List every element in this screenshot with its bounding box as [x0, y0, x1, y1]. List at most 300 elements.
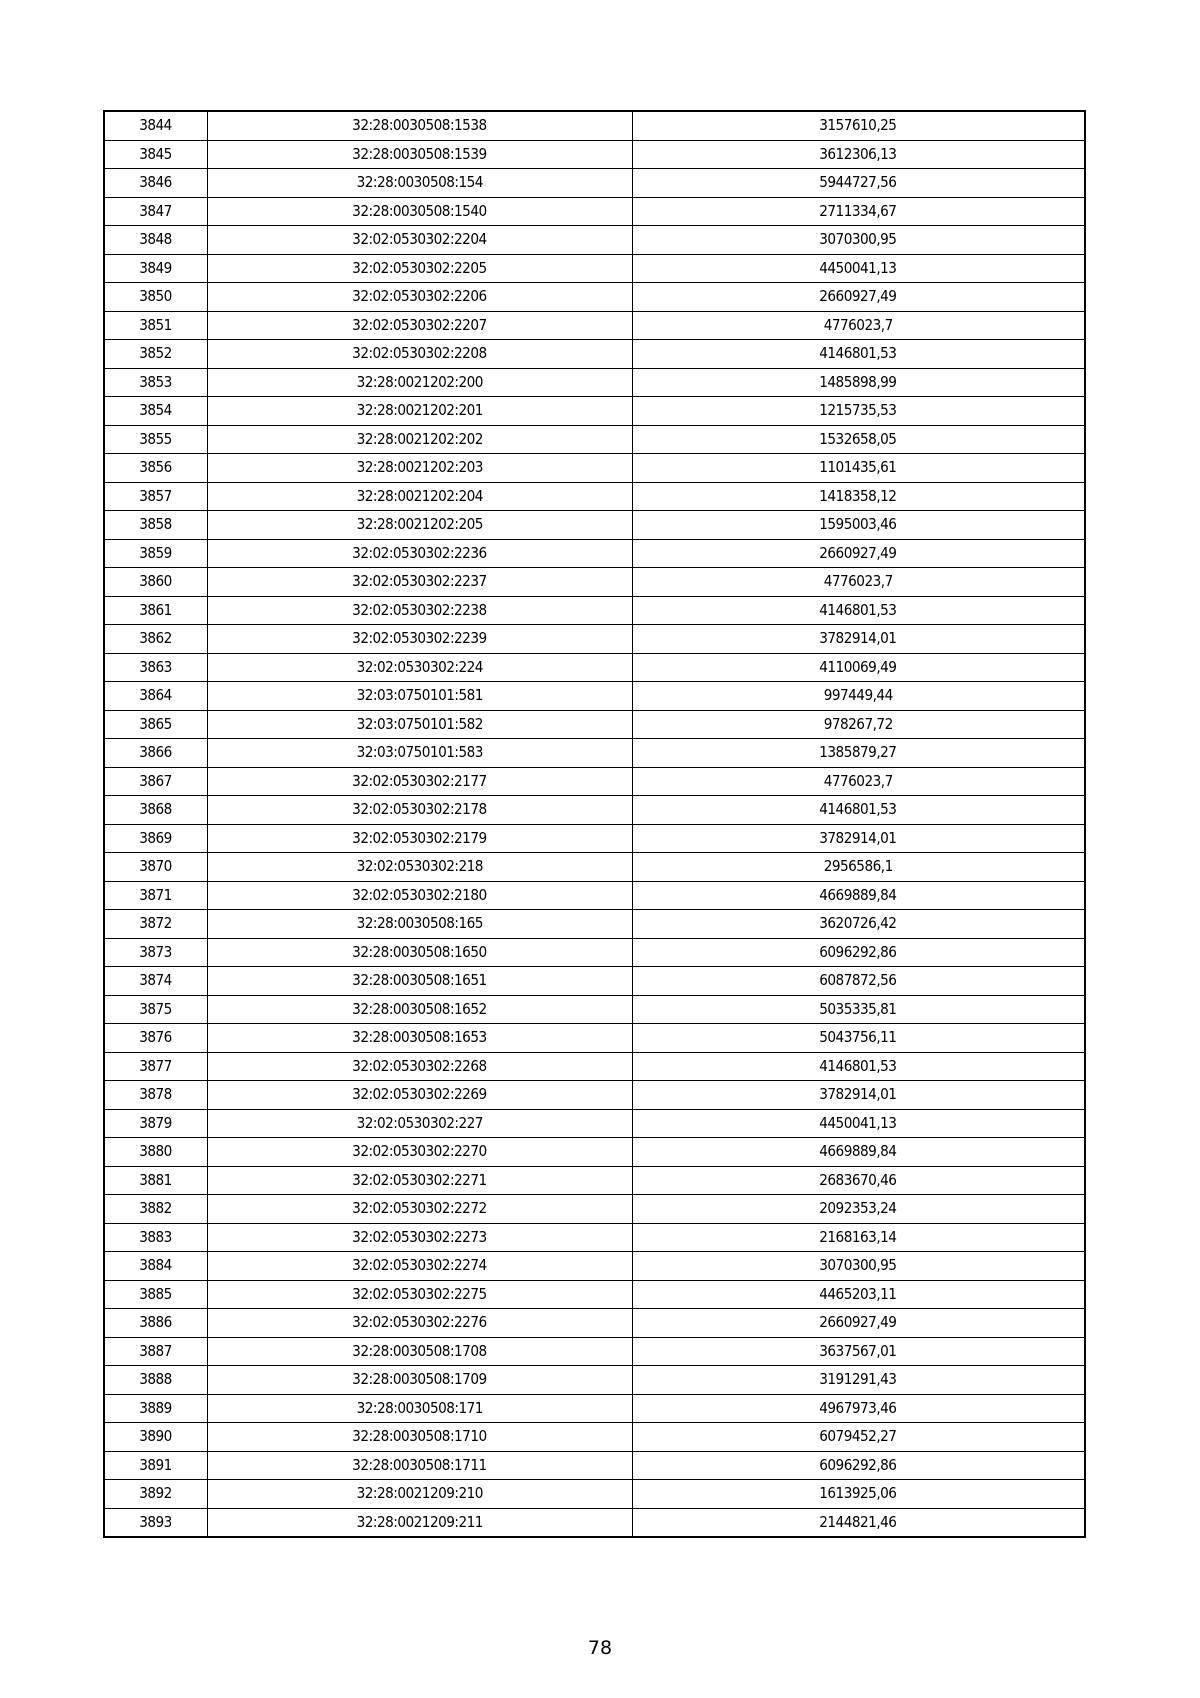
row-number-text: 3875: [139, 999, 173, 1018]
value-text: 1485898,99: [819, 372, 897, 391]
value-cell: [632, 368, 1085, 397]
value-text: 2144821,46: [819, 1512, 897, 1531]
value-cell: [632, 454, 1085, 483]
value-cell: [632, 1052, 1085, 1081]
cadastral-number-cell: [207, 1280, 632, 1309]
row-number-text: 3871: [139, 885, 173, 904]
row-number-text: 3850: [139, 287, 173, 305]
value-cell: [632, 1309, 1085, 1338]
cadastral-number-cell: [207, 226, 632, 255]
row-number-cell: [104, 1166, 207, 1195]
cadastral-number-cell: [207, 397, 632, 426]
table-row: [104, 995, 1085, 1024]
value-text: 3070300,95: [819, 230, 897, 248]
table-row: [104, 397, 1085, 426]
value-text: 4146801,53: [819, 600, 897, 619]
row-number-text: 3862: [139, 629, 173, 647]
cadastral-number-text: 32:02:0530302:2207: [352, 315, 487, 334]
row-number-text: 3870: [139, 857, 173, 875]
row-number-cell: [104, 1052, 207, 1081]
row-number-cell: [104, 596, 207, 625]
cadastral-number-text: 32:28:0030508:1540: [352, 201, 487, 220]
table-row: [104, 938, 1085, 967]
row-number-cell: [104, 995, 207, 1024]
value-cell: [632, 1280, 1085, 1309]
cadastral-number-cell: [207, 511, 632, 540]
value-cell: [632, 625, 1085, 654]
cadastral-number-cell: [207, 140, 632, 169]
row-number-text: 3860: [139, 572, 173, 590]
cadastral-number-text: 32:02:0530302:2272: [352, 1199, 487, 1217]
value-text: 4465203,11: [819, 1284, 897, 1303]
cadastral-number-text: 32:02:0530302:227: [356, 1113, 483, 1132]
cadastral-number-text: 32:02:0530302:2205: [352, 258, 487, 277]
cadastral-number-cell: [207, 1138, 632, 1167]
row-number-text: 3858: [139, 515, 173, 533]
value-text: 2660927,49: [819, 1313, 897, 1331]
table-row: [104, 1223, 1085, 1252]
row-number-text: 3893: [139, 1512, 173, 1531]
value-text: 4669889,84: [819, 1142, 897, 1160]
value-text: 2660927,49: [819, 287, 897, 305]
value-cell: [632, 539, 1085, 568]
table-row: [104, 140, 1085, 169]
value-text: 3782914,01: [819, 1085, 897, 1103]
value-cell: [632, 995, 1085, 1024]
row-number-cell: [104, 482, 207, 511]
cadastral-number-text: 32:28:0021209:210: [356, 1484, 483, 1502]
table-row: [104, 1480, 1085, 1509]
row-number-text: 3848: [139, 230, 173, 248]
value-cell: [632, 653, 1085, 682]
table-row: [104, 340, 1085, 369]
value-cell: [632, 1024, 1085, 1053]
cadastral-number-text: 32:28:0030508:1710: [352, 1427, 487, 1445]
row-number-text: 3865: [139, 714, 173, 733]
value-text: 4776023,7: [823, 771, 893, 790]
value-text: 2711334,67: [819, 201, 897, 220]
row-number-text: 3852: [139, 344, 173, 362]
table-row: [104, 197, 1085, 226]
table-row: [104, 596, 1085, 625]
table-row: [104, 425, 1085, 454]
cadastral-number-cell: [207, 1223, 632, 1252]
value-cell: [632, 796, 1085, 825]
table-row: [104, 710, 1085, 739]
value-cell: [632, 853, 1085, 882]
row-number-text: 3857: [139, 486, 173, 505]
cadastral-number-text: 32:28:0030508:171: [356, 1398, 483, 1417]
cadastral-number-text: 32:02:0530302:2269: [352, 1085, 487, 1103]
row-number-cell: [104, 682, 207, 711]
row-number-text: 3889: [139, 1398, 173, 1417]
row-number-cell: [104, 1451, 207, 1480]
value-cell: [632, 1366, 1085, 1395]
row-number-cell: [104, 881, 207, 910]
row-number-cell: [104, 226, 207, 255]
row-number-text: 3847: [139, 201, 173, 220]
value-cell: [632, 1166, 1085, 1195]
row-number-cell: [104, 824, 207, 853]
value-cell: [632, 1223, 1085, 1252]
row-number-text: 3866: [139, 743, 173, 761]
cadastral-number-cell: [207, 1480, 632, 1509]
cadastral-number-cell: [207, 425, 632, 454]
cadastral-number-text: 32:02:0530302:224: [356, 657, 483, 676]
cadastral-number-text: 32:28:0030508:1651: [352, 971, 487, 989]
row-number-cell: [104, 853, 207, 882]
cadastral-number-cell: [207, 1081, 632, 1110]
cadastral-number-text: 32:02:0530302:218: [356, 857, 483, 875]
value-text: 3191291,43: [819, 1370, 897, 1388]
value-cell: [632, 938, 1085, 967]
value-cell: [632, 910, 1085, 939]
value-text: 1613925,06: [819, 1484, 897, 1502]
row-number-cell: [104, 1024, 207, 1053]
value-cell: [632, 824, 1085, 853]
row-number-text: 3864: [139, 686, 173, 704]
value-text: 4776023,7: [823, 315, 893, 334]
cadastral-number-cell: [207, 283, 632, 312]
row-number-text: 3888: [139, 1370, 173, 1388]
cadastral-number-text: 32:02:0530302:2275: [352, 1284, 487, 1303]
row-number-cell: [104, 1508, 207, 1537]
table-row: [104, 1252, 1085, 1281]
row-number-cell: [104, 340, 207, 369]
cadastral-number-cell: [207, 1423, 632, 1452]
cadastral-number-cell: [207, 653, 632, 682]
table-row: [104, 226, 1085, 255]
row-number-text: 3883: [139, 1227, 173, 1246]
cadastral-number-cell: [207, 1052, 632, 1081]
value-cell: [632, 1451, 1085, 1480]
value-cell: [632, 397, 1085, 426]
row-number-text: 3881: [139, 1170, 173, 1189]
row-number-text: 3851: [139, 315, 173, 334]
value-cell: [632, 311, 1085, 340]
cadastral-number-text: 32:02:0530302:2239: [352, 629, 487, 647]
value-text: 1595003,46: [819, 515, 897, 533]
value-cell: [632, 682, 1085, 711]
value-text: 3782914,01: [819, 629, 897, 647]
row-number-cell: [104, 1109, 207, 1138]
table-row: [104, 1081, 1085, 1110]
value-text: 3070300,95: [819, 1256, 897, 1274]
row-number-cell: [104, 710, 207, 739]
cadastral-number-text: 32:02:0530302:2274: [352, 1256, 487, 1274]
row-number-cell: [104, 397, 207, 426]
row-number-text: 3891: [139, 1455, 173, 1474]
value-text: 4669889,84: [819, 885, 897, 904]
cadastral-number-cell: [207, 340, 632, 369]
table-row: [104, 111, 1085, 140]
value-cell: [632, 1337, 1085, 1366]
value-text: 6096292,86: [819, 942, 897, 961]
cadastral-number-text: 32:03:0750101:582: [356, 714, 483, 733]
cadastral-number-cell: [207, 596, 632, 625]
row-number-cell: [104, 368, 207, 397]
row-number-cell: [104, 1394, 207, 1423]
row-number-text: 3869: [139, 828, 173, 847]
value-cell: [632, 710, 1085, 739]
table-row: [104, 1366, 1085, 1395]
cadastral-number-text: 32:28:0021202:203: [356, 458, 483, 476]
cadastral-number-text: 32:02:0530302:2177: [352, 771, 487, 790]
cadastral-number-text: 32:28:0021202:205: [356, 515, 483, 533]
row-number-text: 3856: [139, 458, 173, 476]
cadastral-number-cell: [207, 311, 632, 340]
cadastral-number-text: 32:28:0030508:154: [356, 173, 483, 191]
row-number-cell: [104, 511, 207, 540]
cadastral-number-text: 32:02:0530302:2178: [352, 800, 487, 818]
table-row: [104, 254, 1085, 283]
value-cell: [632, 111, 1085, 140]
value-cell: [632, 283, 1085, 312]
table-row: [104, 1508, 1085, 1537]
cadastral-number-cell: [207, 1252, 632, 1281]
cadastral-number-text: 32:02:0530302:2268: [352, 1056, 487, 1075]
table-row: [104, 1451, 1085, 1480]
value-cell: [632, 596, 1085, 625]
page-number: 78: [587, 1637, 613, 1659]
cadastral-number-cell: [207, 710, 632, 739]
row-number-text: 3853: [139, 372, 173, 391]
table-row: [104, 853, 1085, 882]
value-text: 4146801,53: [819, 344, 897, 362]
row-number-cell: [104, 938, 207, 967]
row-number-cell: [104, 311, 207, 340]
cadastral-number-text: 32:28:0030508:1653: [352, 1028, 487, 1046]
table-row: [104, 568, 1085, 597]
row-number-cell: [104, 625, 207, 654]
table-row: [104, 767, 1085, 796]
cadastral-number-cell: [207, 197, 632, 226]
cadastral-number-text: 32:28:0030508:1709: [352, 1370, 487, 1388]
value-cell: [632, 1109, 1085, 1138]
table-row: [104, 653, 1085, 682]
value-cell: [632, 1423, 1085, 1452]
value-text: 3637567,01: [819, 1341, 897, 1360]
value-text: 4450041,13: [819, 258, 897, 277]
table-row: [104, 881, 1085, 910]
table-row: [104, 824, 1085, 853]
cadastral-number-cell: [207, 767, 632, 796]
cadastral-number-text: 32:28:0030508:1539: [352, 144, 487, 163]
cadastral-number-cell: [207, 254, 632, 283]
cadastral-number-cell: [207, 938, 632, 967]
cadastral-number-text: 32:02:0530302:2236: [352, 543, 487, 562]
row-number-cell: [104, 1280, 207, 1309]
value-cell: [632, 1394, 1085, 1423]
table-row: [104, 311, 1085, 340]
row-number-text: 3855: [139, 429, 173, 448]
value-text: 4146801,53: [819, 1056, 897, 1075]
table-row: [104, 796, 1085, 825]
data-table: [103, 110, 1086, 1538]
row-number-text: 3874: [139, 971, 173, 989]
value-text: 997449,44: [823, 686, 893, 704]
cadastral-number-cell: [207, 1109, 632, 1138]
value-cell: [632, 340, 1085, 369]
value-text: 2168163,14: [819, 1227, 897, 1246]
row-number-cell: [104, 425, 207, 454]
value-text: 6096292,86: [819, 1455, 897, 1474]
cadastral-number-text: 32:28:0030508:1711: [352, 1455, 487, 1474]
cadastral-number-text: 32:02:0530302:2208: [352, 344, 487, 362]
cadastral-number-cell: [207, 1508, 632, 1537]
row-number-cell: [104, 910, 207, 939]
row-number-cell: [104, 767, 207, 796]
row-number-text: 3887: [139, 1341, 173, 1360]
cadastral-number-text: 32:28:0030508:165: [356, 914, 483, 932]
cadastral-number-cell: [207, 625, 632, 654]
value-cell: [632, 1252, 1085, 1281]
row-number-text: 3879: [139, 1113, 173, 1132]
value-text: 3782914,01: [819, 828, 897, 847]
row-number-text: 3861: [139, 600, 173, 619]
row-number-cell: [104, 1366, 207, 1395]
cadastral-number-cell: [207, 881, 632, 910]
row-number-cell: [104, 169, 207, 198]
value-cell: [632, 226, 1085, 255]
cadastral-number-text: 32:03:0750101:583: [356, 743, 483, 761]
cadastral-number-text: 32:03:0750101:581: [356, 686, 483, 704]
value-cell: [632, 140, 1085, 169]
value-cell: [632, 197, 1085, 226]
cadastral-number-text: 32:28:0021202:200: [356, 372, 483, 391]
row-number-text: 3873: [139, 942, 173, 961]
row-number-cell: [104, 1138, 207, 1167]
table-row: [104, 1280, 1085, 1309]
value-cell: [632, 482, 1085, 511]
value-cell: [632, 739, 1085, 768]
row-number-cell: [104, 454, 207, 483]
value-cell: [632, 254, 1085, 283]
row-number-text: 3890: [139, 1427, 173, 1445]
row-number-text: 3886: [139, 1313, 173, 1331]
value-cell: [632, 425, 1085, 454]
table-row: [104, 1166, 1085, 1195]
row-number-cell: [104, 1423, 207, 1452]
cadastral-number-text: 32:02:0530302:2238: [352, 600, 487, 619]
cadastral-number-text: 32:28:0030508:1538: [352, 116, 487, 134]
cadastral-number-cell: [207, 967, 632, 996]
cadastral-number-cell: [207, 1309, 632, 1338]
value-cell: [632, 967, 1085, 996]
value-text: 2092353,24: [819, 1199, 897, 1217]
value-text: 4110069,49: [819, 657, 897, 676]
cadastral-number-cell: [207, 1166, 632, 1195]
table-row: [104, 1109, 1085, 1138]
row-number-cell: [104, 140, 207, 169]
cadastral-number-text: 32:02:0530302:2179: [352, 828, 487, 847]
row-number-text: 3863: [139, 657, 173, 676]
row-number-cell: [104, 796, 207, 825]
cadastral-number-cell: [207, 454, 632, 483]
row-number-cell: [104, 1309, 207, 1338]
cadastral-number-cell: [207, 796, 632, 825]
value-cell: [632, 1195, 1085, 1224]
cadastral-number-text: 32:28:0021209:211: [356, 1512, 483, 1531]
value-text: 5035335,81: [819, 999, 897, 1018]
table-row: [104, 368, 1085, 397]
table-row: [104, 1052, 1085, 1081]
value-text: 1385879,27: [819, 743, 897, 761]
row-number-cell: [104, 254, 207, 283]
row-number-cell: [104, 1252, 207, 1281]
cadastral-number-cell: [207, 482, 632, 511]
value-cell: [632, 767, 1085, 796]
table-row: [104, 625, 1085, 654]
table-row: [104, 283, 1085, 312]
table-body: [104, 111, 1085, 1537]
value-text: 3157610,25: [819, 116, 897, 134]
cadastral-number-text: 32:28:0030508:1708: [352, 1341, 487, 1360]
row-number-cell: [104, 283, 207, 312]
table-row: [104, 169, 1085, 198]
value-text: 1532658,05: [819, 429, 897, 448]
row-number-text: 3845: [139, 144, 173, 163]
value-text: 4967973,46: [819, 1398, 897, 1417]
value-text: 1101435,61: [819, 458, 897, 476]
table-row: [104, 739, 1085, 768]
value-text: 4776023,7: [823, 572, 893, 590]
cadastral-number-cell: [207, 824, 632, 853]
table-row: [104, 1309, 1085, 1338]
row-number-text: 3859: [139, 543, 173, 562]
cadastral-number-cell: [207, 568, 632, 597]
cadastral-number-text: 32:28:0021202:204: [356, 486, 483, 505]
cadastral-number-text: 32:02:0530302:2237: [352, 572, 487, 590]
cadastral-number-cell: [207, 1451, 632, 1480]
cadastral-number-text: 32:02:0530302:2276: [352, 1313, 487, 1331]
row-number-text: 3854: [139, 401, 173, 419]
row-number-cell: [104, 539, 207, 568]
value-cell: [632, 568, 1085, 597]
value-cell: [632, 1081, 1085, 1110]
cadastral-number-text: 32:02:0530302:2206: [352, 287, 487, 305]
value-text: 2683670,46: [819, 1170, 897, 1189]
cadastral-number-text: 32:28:0030508:1652: [352, 999, 487, 1018]
cadastral-number-text: 32:02:0530302:2180: [352, 885, 487, 904]
row-number-text: 3878: [139, 1085, 173, 1103]
row-number-cell: [104, 568, 207, 597]
row-number-cell: [104, 1337, 207, 1366]
cadastral-number-cell: [207, 1394, 632, 1423]
cadastral-number-text: 32:02:0530302:2270: [352, 1142, 487, 1160]
row-number-text: 3880: [139, 1142, 173, 1160]
cadastral-number-cell: [207, 682, 632, 711]
row-number-text: 3872: [139, 914, 173, 932]
cadastral-number-cell: [207, 111, 632, 140]
row-number-text: 3884: [139, 1256, 173, 1274]
row-number-text: 3885: [139, 1284, 173, 1303]
value-cell: [632, 511, 1085, 540]
row-number-text: 3867: [139, 771, 173, 790]
value-text: 5944727,56: [819, 173, 897, 191]
cadastral-number-cell: [207, 739, 632, 768]
row-number-cell: [104, 1195, 207, 1224]
cadastral-number-cell: [207, 169, 632, 198]
value-text: 4450041,13: [819, 1113, 897, 1132]
cadastral-number-cell: [207, 995, 632, 1024]
table-row: [104, 539, 1085, 568]
cadastral-number-cell: [207, 1366, 632, 1395]
value-text: 3612306,13: [819, 144, 897, 163]
table-row: [104, 1337, 1085, 1366]
row-number-cell: [104, 1223, 207, 1252]
table-row: [104, 910, 1085, 939]
